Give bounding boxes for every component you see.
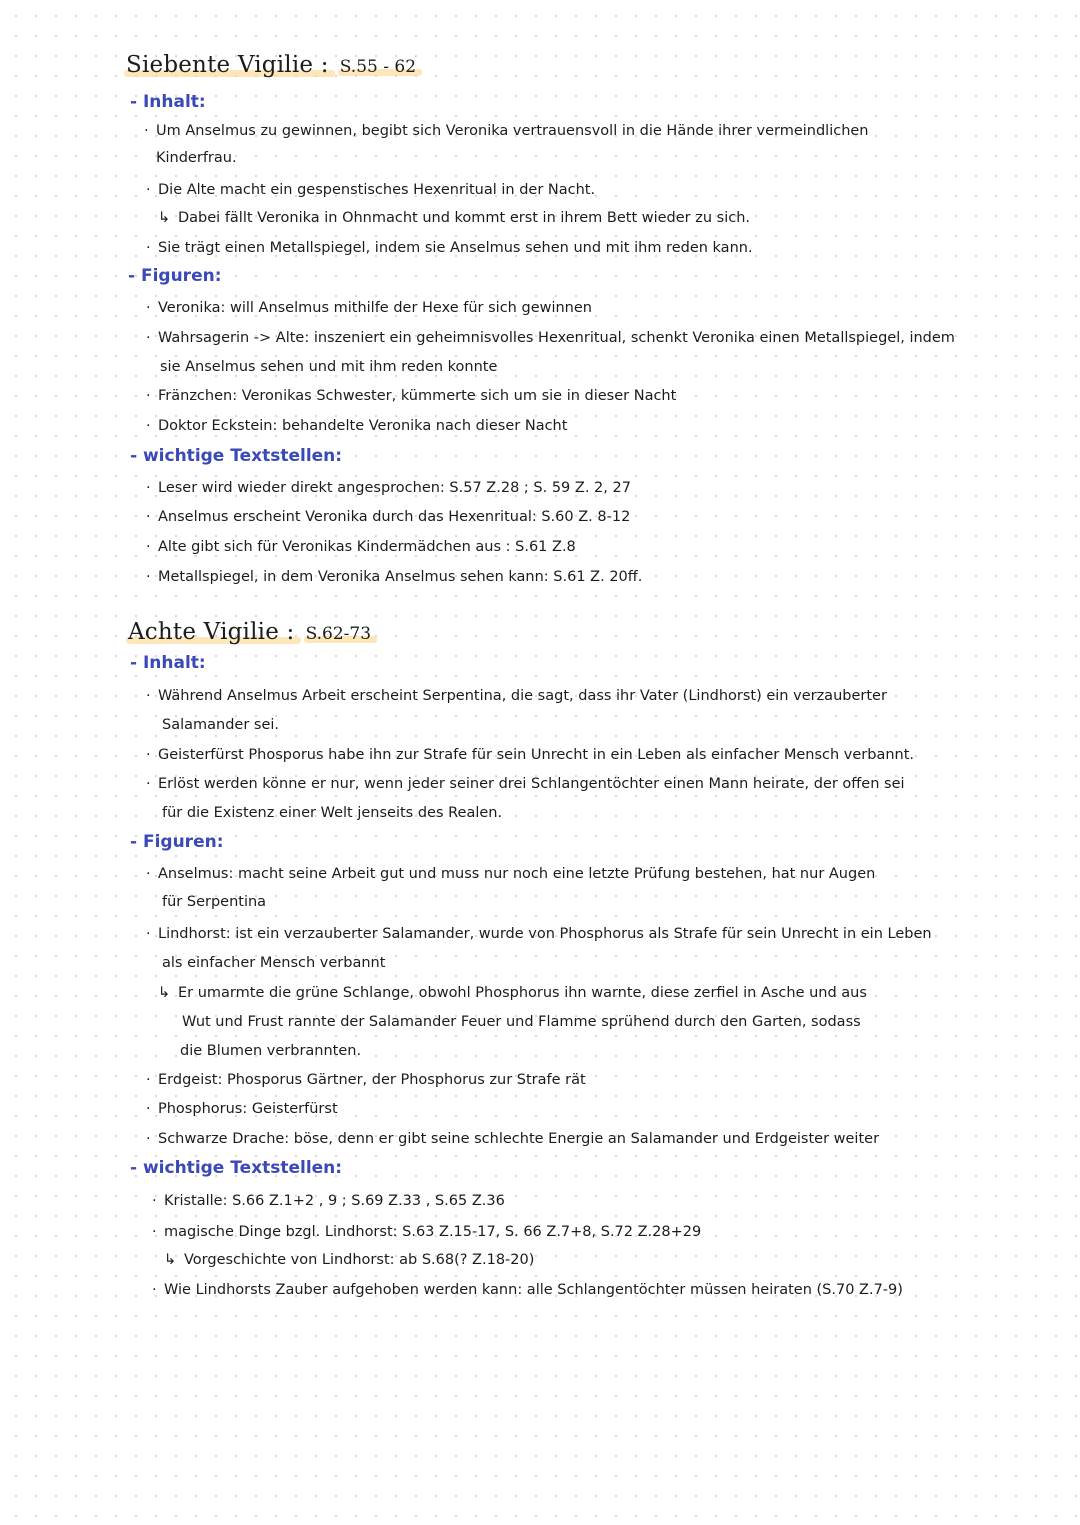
- inhalt-line: Kinderfrau.: [156, 150, 237, 166]
- inhalt-heading: - Inhalt:: [130, 653, 206, 673]
- inhalt-line: · Während Anselmus Arbeit erscheint Serpentina, die sagt, dass ihr Vater (Lindhorst) ein verzauberter: [146, 688, 887, 704]
- figuren-line: · Doktor Eckstein: behandelte Veronika nach dieser Nacht: [146, 418, 568, 434]
- figuren-line: · Lindhorst: ist ein verzauberter Salamander, wurde von Phosphorus als Strafe für sein Unrecht in ein Leben: [146, 926, 932, 942]
- textstellen-line: · Alte gibt sich für Veronikas Kindermädchen aus : S.61 Z.8: [146, 539, 576, 555]
- inhalt-line: · Die Alte macht ein gespenstisches Hexenritual in der Nacht.: [146, 182, 596, 198]
- figuren-line: · Schwarze Drache: böse, denn er gibt seine schlechte Energie an Salamander und Erdgeister weiter: [146, 1131, 880, 1147]
- figuren-line: · Fränzchen: Veronikas Schwester, kümmerte sich um sie in dieser Nacht: [146, 388, 677, 404]
- inhalt-line: · Sie trägt einen Metallspiegel, indem sie Anselmus sehen und mit ihm reden kann.: [146, 240, 753, 256]
- inhalt-line: ↳ Dabei fällt Veronika in Ohnmacht und kommt erst in ihrem Bett wieder zu sich.: [158, 210, 751, 226]
- figuren-line: als einfacher Mensch verbannt: [162, 955, 386, 971]
- section-title: Achte Vigilie :: [128, 619, 295, 645]
- arrow-icon: ↳: [158, 985, 171, 1001]
- textstellen-heading: - wichtige Textstellen:: [130, 446, 343, 466]
- figuren-line: · Phosphorus: Geisterfürst: [146, 1101, 338, 1117]
- section-title-row: [126, 52, 416, 78]
- textstellen-line: · Kristalle: S.66 Z.1+2 , 9 ; S.69 Z.33 , S.65 Z.36: [152, 1193, 505, 1209]
- section-pages: S.55 - 62: [339, 57, 417, 77]
- textstellen-line: · Leser wird wieder direkt angesprochen: S.57 Z.28 ; S. 59 Z. 2, 27: [146, 480, 631, 496]
- figuren-line: Wut und Frust rannte der Salamander Feuer und Flamme sprühend durch den Garten, sodass: [182, 1014, 861, 1030]
- textstellen-line: · Wie Lindhorsts Zauber aufgehoben werden kann: alle Schlangentöchter müssen heiraten (S.70 Z.7-9): [152, 1282, 903, 1298]
- inhalt-heading: - Inhalt:: [130, 92, 206, 112]
- figuren-line: · Anselmus: macht seine Arbeit gut und muss nur noch eine letzte Prüfung bestehen, hat nur Augen: [146, 866, 876, 882]
- figuren-line: · Erdgeist: Phosporus Gärtner, der Phosphorus zur Strafe rät: [146, 1072, 586, 1088]
- figuren-line: · Veronika: will Anselmus mithilfe der Hexe für sich gewinnen: [146, 300, 592, 316]
- textstellen-line: ↳ Vorgeschichte von Lindhorst: ab S.68(? Z.18-20): [164, 1252, 535, 1268]
- textstellen-line: · Anselmus erscheint Veronika durch das Hexenritual: S.60 Z. 8-12: [146, 509, 631, 525]
- inhalt-line: Salamander sei.: [162, 717, 280, 733]
- figuren-heading: - Figuren:: [128, 266, 222, 286]
- arrow-icon: ↳: [158, 210, 171, 226]
- figuren-line: · Wahrsagerin -> Alte: inszeniert ein geheimnisvolles Hexenritual, schenkt Veronika einen Metallspiegel, indem: [146, 330, 955, 346]
- textstellen-line: · magische Dinge bzgl. Lindhorst: S.63 Z.15-17, S. 66 Z.7+8, S.72 Z.28+29: [152, 1224, 702, 1240]
- inhalt-line: · Geisterfürst Phosporus habe ihn zur Strafe für sein Unrecht in ein Leben als einfacher Mensch verbannt.: [146, 747, 915, 763]
- textstellen-line: · Metallspiegel, in dem Veronika Anselmus sehen kann: S.61 Z. 20ff.: [146, 569, 643, 585]
- figuren-heading: - Figuren:: [130, 832, 224, 852]
- figuren-line: ↳ Er umarmte die grüne Schlange, obwohl Phosphorus ihn warnte, diese zerfiel in Asche und aus: [158, 985, 867, 1001]
- arrow-icon: ↳: [164, 1252, 177, 1268]
- figuren-line: die Blumen verbrannten.: [180, 1043, 362, 1059]
- textstellen-heading: - wichtige Textstellen:: [130, 1158, 343, 1178]
- inhalt-line: · Erlöst werden könne er nur, wenn jeder seiner drei Schlangentöchter einen Mann heirate, der offen sei: [146, 776, 905, 792]
- inhalt-line: · Um Anselmus zu gewinnen, begibt sich Veronika vertrauensvoll in die Hände ihrer vermeindlichen: [144, 123, 869, 139]
- figuren-line: für Serpentina: [162, 894, 267, 910]
- section-pages: S.62-73: [305, 624, 372, 644]
- section-title-row: [128, 619, 371, 645]
- section-title: Siebente Vigilie :: [126, 52, 329, 78]
- inhalt-line: für die Existenz einer Welt jenseits des Realen.: [162, 805, 503, 821]
- figuren-line: sie Anselmus sehen und mit ihm reden konnte: [160, 359, 498, 375]
